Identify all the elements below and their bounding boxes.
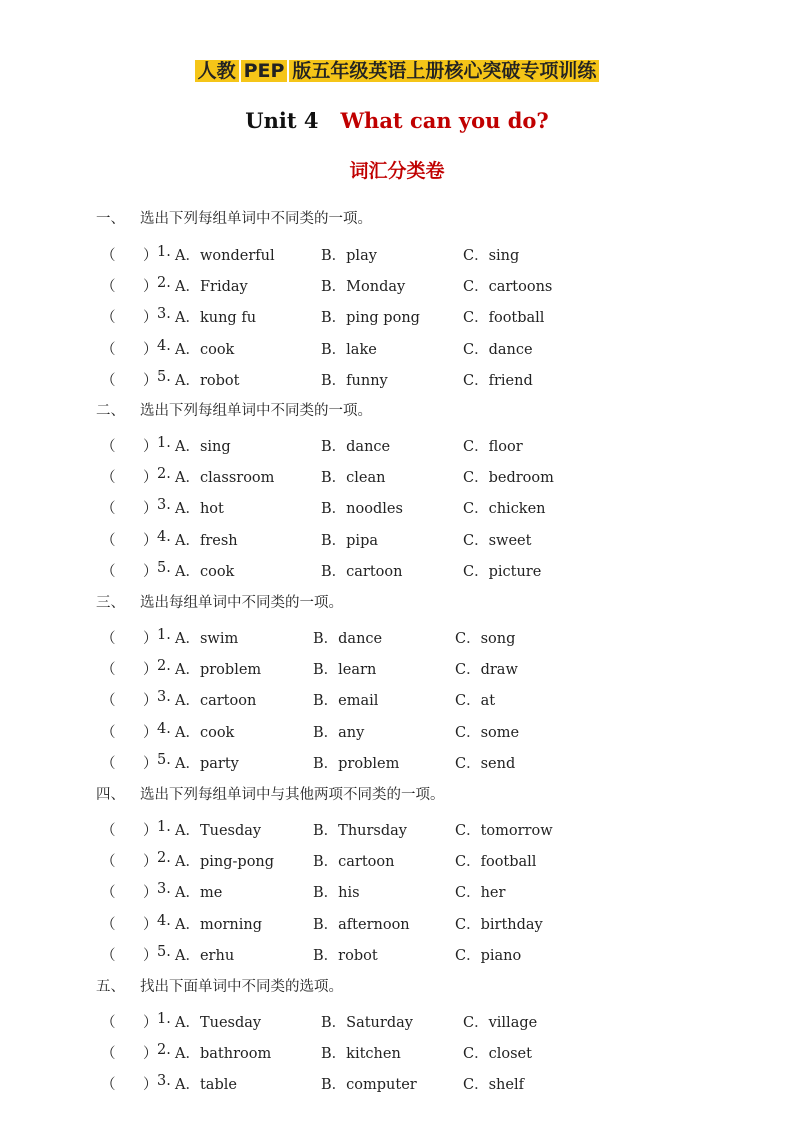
question-number: 2. [157,850,171,867]
section-number: 四、 [96,787,125,803]
answer-bracket-close: ） [143,439,158,455]
answer-bracket-open: （ [101,631,116,647]
answer-bracket-close: ） [143,755,158,772]
question-number: 3. [157,1073,171,1090]
answer-bracket-open: （ [101,1077,116,1094]
option-b: B．his [313,885,360,902]
option-b: B．noodles [321,501,403,518]
option-b: B．afternoon [313,916,410,933]
option-c: C．shelf [463,1077,524,1094]
option-a: A．morning [175,916,262,933]
section-number: 一、 [96,211,125,227]
option-b: B．cartoon [321,563,403,580]
answer-bracket-close: ） [143,662,158,679]
option-c: C．draw [455,662,518,679]
option-c: C．cartoons [463,279,553,296]
option-c: C．chicken [463,501,546,518]
option-a: A．Friday [175,279,248,296]
option-b: B．funny [321,372,388,389]
answer-bracket-open: （ [101,341,116,358]
option-a: A．kung fu [175,310,257,327]
option-b: B．lake [321,341,377,358]
answer-bracket-open: （ [101,501,116,518]
question-number: 5. [157,559,171,576]
option-a: A．fresh [175,532,238,549]
answer-bracket-close: ） [143,854,158,871]
answer-bracket-open: （ [101,279,116,296]
answer-bracket-open: （ [101,755,116,772]
unit-title: What can you do? [340,108,549,133]
option-c: C．floor [463,439,523,455]
option-a: A．cartoon [175,693,257,710]
question-number: 1. [157,1011,171,1027]
option-a: A．erhu [175,947,235,964]
answer-bracket-open: （ [101,854,116,871]
option-b: B．problem [313,755,400,772]
answer-bracket-close: ） [143,279,158,296]
option-a: A．Tuesday [175,823,262,839]
option-b: B．robot [313,947,378,964]
answer-bracket-open: （ [101,372,116,389]
banner-part-3: 版五年级英语上册核心突破专项训练 [289,60,599,82]
option-a: A．swim [175,631,239,647]
answer-bracket-open: （ [101,439,116,455]
section-number: 五、 [96,979,125,995]
option-c: C．village [463,1015,538,1031]
option-b: B．learn [313,662,377,679]
section-number: 二、 [96,403,125,419]
section-instruction: 选出下列每组单词中不同类的一项。 [140,211,372,227]
question-number: 4. [157,720,171,737]
question-number: 3. [157,881,171,898]
option-a: A．Tuesday [175,1015,262,1031]
answer-bracket-close: ） [143,341,158,358]
section-heading [96,591,343,612]
answer-bracket-open: （ [101,532,116,549]
option-b: B．pipa [321,532,379,549]
answer-bracket-close: ） [143,501,158,518]
option-b: B．Thursday [313,823,407,839]
option-a: A．sing [175,439,231,455]
section-instruction: 选出下列每组单词中与其他两项不同类的一项。 [140,787,445,803]
section-heading [96,399,372,420]
question-number: 3. [157,306,171,323]
answer-bracket-close: ） [143,310,158,327]
answer-bracket-open: （ [101,563,116,580]
answer-bracket-close: ） [143,470,158,487]
option-b: B．dance [313,631,383,647]
answer-bracket-close: ） [143,1046,158,1063]
question-number: 2. [157,1042,171,1059]
answer-bracket-close: ） [143,1077,158,1094]
option-c: C．some [455,724,520,741]
answer-bracket-close: ） [143,885,158,902]
question-number: 1. [157,819,171,835]
question-number: 2. [157,275,171,292]
option-c: C．piano [455,947,522,964]
option-c: C．sweet [463,532,532,549]
option-b: B．email [313,693,379,710]
question-number: 2. [157,658,171,675]
question-number: 4. [157,528,171,545]
answer-bracket-open: （ [101,470,116,487]
option-c: C．bedroom [463,470,554,487]
answer-bracket-open: （ [101,1015,116,1031]
question-number: 3. [157,497,171,514]
option-b: B．any [313,724,365,741]
answer-bracket-close: ） [143,631,158,647]
answer-bracket-close: ） [143,1015,158,1031]
option-b: B．Monday [321,279,406,296]
banner-part-1: 人教 [195,60,239,82]
option-b: B．kitchen [321,1046,401,1063]
answer-bracket-close: ） [143,916,158,933]
question-number: 1. [157,435,171,451]
unit-heading [0,108,794,133]
option-b: B．clean [321,470,386,487]
option-a: A．bathroom [175,1046,272,1063]
answer-bracket-close: ） [143,693,158,710]
option-c: C．song [455,631,516,647]
option-b: B．cartoon [313,854,395,871]
section-heading [96,783,445,804]
option-a: A．cook [175,724,235,741]
option-c: C．friend [463,372,533,389]
option-b: B．computer [321,1077,417,1094]
answer-bracket-open: （ [101,693,116,710]
option-b: B．dance [321,439,391,455]
banner-part-2: PEP [241,60,288,82]
option-a: A．cook [175,563,235,580]
option-c: C．sing [463,248,520,264]
option-c: C．closet [463,1046,532,1063]
option-a: A．hot [175,501,224,518]
section-heading [96,207,372,228]
option-a: A．wonderful [175,248,275,264]
answer-bracket-close: ） [143,823,158,839]
option-c: C．her [455,885,506,902]
answer-bracket-open: （ [101,724,116,741]
unit-label: Unit 4 [245,108,319,133]
question-number: 4. [157,337,171,354]
option-c: C．birthday [455,916,543,933]
option-a: A．classroom [175,470,275,487]
question-number: 5. [157,368,171,385]
option-b: B．Saturday [321,1015,413,1031]
section-instruction: 找出下面单词中不同类的选项。 [140,979,343,995]
answer-bracket-open: （ [101,248,116,264]
section-instruction: 选出下列每组单词中不同类的一项。 [140,403,372,419]
answer-bracket-close: ） [143,372,158,389]
worksheet-subtitle: 词汇分类卷 [349,160,445,182]
option-a: A．problem [175,662,262,679]
question-number: 1. [157,627,171,643]
option-c: C．at [455,693,496,710]
worksheet-banner [0,54,794,88]
answer-bracket-open: （ [101,1046,116,1063]
answer-bracket-open: （ [101,916,116,933]
option-c: C．football [463,310,545,327]
option-c: C．tomorrow [455,823,553,839]
section-number: 三、 [96,595,125,611]
answer-bracket-close: ） [143,532,158,549]
question-number: 3. [157,689,171,706]
option-a: A．me [175,885,223,902]
answer-bracket-open: （ [101,310,116,327]
answer-bracket-close: ） [143,947,158,964]
question-number: 1. [157,244,171,260]
answer-bracket-open: （ [101,823,116,839]
question-number: 5. [157,943,171,960]
option-a: A．table [175,1077,237,1094]
answer-bracket-close: ） [143,563,158,580]
option-c: C．dance [463,341,533,358]
option-a: A．ping-pong [175,854,275,871]
option-a: A．party [175,755,239,772]
option-c: C．football [455,854,537,871]
option-b: B．play [321,248,377,264]
answer-bracket-open: （ [101,662,116,679]
question-number: 5. [157,751,171,768]
option-a: A．robot [175,372,240,389]
section-instruction: 选出每组单词中不同类的一项。 [140,595,343,611]
option-b: B．ping pong [321,310,420,327]
option-a: A．cook [175,341,235,358]
question-number: 4. [157,912,171,929]
section-heading [96,975,343,996]
question-number: 2. [157,466,171,483]
answer-bracket-open: （ [101,885,116,902]
answer-bracket-close: ） [143,248,158,264]
option-c: C．send [455,755,516,772]
answer-bracket-close: ） [143,724,158,741]
answer-bracket-open: （ [101,947,116,964]
option-c: C．picture [463,563,542,580]
